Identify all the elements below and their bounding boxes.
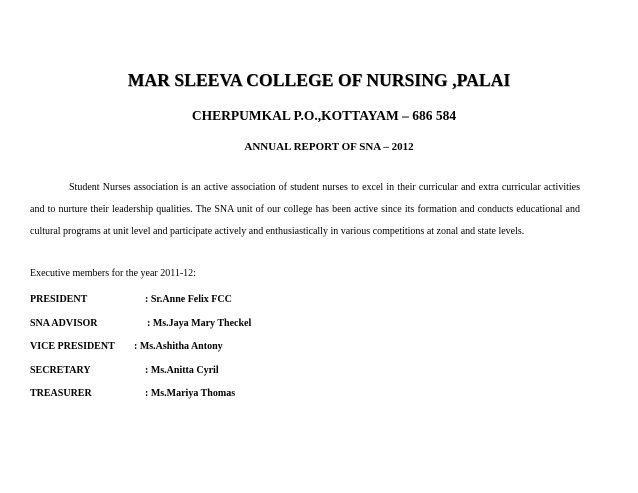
member-name: : Ms.Ashitha Antony: [134, 341, 223, 352]
member-row-secretary: [30, 365, 219, 376]
member-name: : Sr.Anne Felix FCC: [145, 294, 232, 305]
member-row-sna-advisor: [30, 318, 252, 329]
member-role: SECRETARY: [30, 365, 91, 376]
member-role: PRESIDENT: [30, 294, 88, 305]
member-name: : Ms.Anitta Cyril: [145, 365, 219, 376]
member-row-president: [30, 294, 232, 305]
college-address: CHERPUMKAL P.O.,KOTTAYAM – 686 584: [191, 108, 457, 123]
member-row-treasurer: [30, 388, 236, 399]
member-role: SNA ADVISOR: [30, 318, 98, 329]
executive-heading: Executive members for the year 2011-12:: [30, 268, 196, 279]
member-role: VICE PRESIDENT: [30, 341, 115, 352]
report-title: ANNUAL REPORT OF SNA – 2012: [244, 141, 414, 153]
intro-paragraph: Student Nurses association is an active association of student nurses to excel in their curricular and extra curricular activities and to nurture their leadership qualities. The SNA unit of our college has been active since its formation and conducts educational and cultural programs at unit level and participate actively and enthusiastically in various competitions at zonal and state levels.: [30, 182, 580, 237]
member-row-vice-president: [30, 341, 223, 352]
college-title: MAR SLEEVA COLLEGE OF NURSING ,PALAI: [127, 70, 511, 90]
member-name: : Ms.Mariya Thomas: [145, 388, 236, 399]
member-name: : Ms.Jaya Mary Theckel: [147, 318, 252, 329]
member-role: TREASURER: [30, 388, 92, 399]
